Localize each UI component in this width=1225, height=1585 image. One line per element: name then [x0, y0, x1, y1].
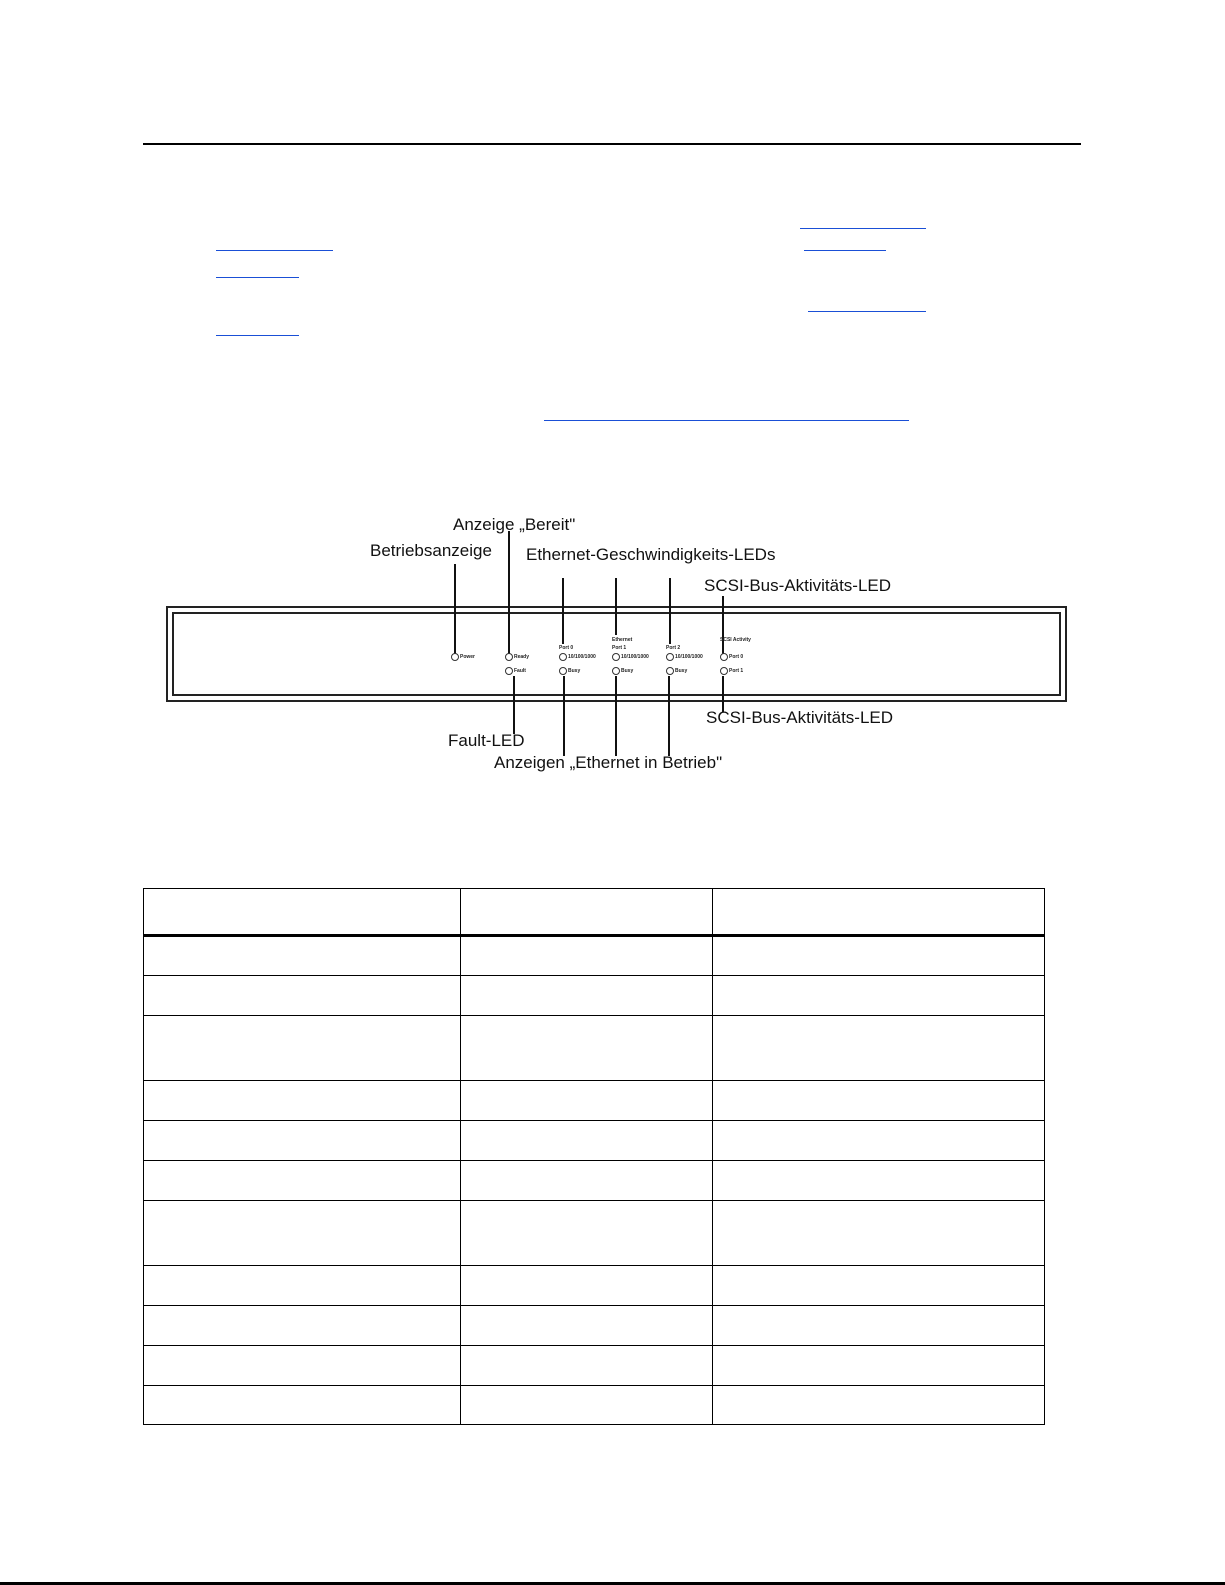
table-row-rule: [143, 1160, 1045, 1161]
cross-reference-link-7[interactable]: [544, 420, 909, 421]
led-scsi-port0: [720, 653, 728, 661]
callout-fault: Fault-LED: [448, 731, 525, 750]
panel-label-busy1: Busy: [621, 668, 634, 674]
led-port2-speed: [666, 653, 674, 661]
cross-reference-link-1[interactable]: [800, 228, 926, 229]
panel-label-port2-speed: 10/100/1000: [675, 654, 703, 660]
led-port1-busy: [612, 667, 620, 675]
panel-label-busy2: Busy: [675, 668, 688, 674]
cross-reference-link-3[interactable]: [804, 250, 886, 251]
led-fault: [505, 667, 513, 675]
panel-label-scsi-header: SCSI Activity: [720, 637, 751, 643]
panel-label-port1-speed: 10/100/1000: [621, 654, 649, 660]
panel-label-busy0: Busy: [568, 668, 581, 674]
callout-speed: Ethernet-Geschwindigkeits-LEDs: [526, 545, 776, 564]
table-header-rule: [143, 934, 1045, 937]
led-port0-busy: [559, 667, 567, 675]
leader-speed-2: [669, 578, 671, 644]
table-row-rule: [143, 1345, 1045, 1346]
panel-label-port2-header: Port 2: [666, 645, 681, 651]
cross-reference-link-5[interactable]: [808, 311, 926, 312]
table-row-rule: [143, 1305, 1045, 1306]
callout-scsi-top: SCSI-Bus-Aktivitäts-LED: [704, 576, 892, 595]
leader-busy-0: [563, 676, 565, 756]
led-port1-speed: [612, 653, 620, 661]
leader-ready: [508, 531, 510, 657]
panel-label-port0-speed: 10/100/1000: [568, 654, 596, 660]
callout-power: Betriebsanzeige: [370, 541, 492, 560]
table-row-rule: [143, 1120, 1045, 1121]
callout-ethernet-busy: Anzeigen „Ethernet in Betrieb": [494, 753, 723, 772]
led-port0-speed: [559, 653, 567, 661]
panel-label-port1-header: Port 1: [612, 645, 627, 651]
led-ready: [505, 653, 513, 661]
leader-power: [454, 564, 456, 657]
led-port2-busy: [666, 667, 674, 675]
leader-busy-2: [668, 676, 670, 756]
table-row-rule: [143, 1265, 1045, 1266]
panel-label-power: Power: [460, 654, 476, 660]
leader-busy-1: [615, 676, 617, 756]
table-row-rule: [143, 1080, 1045, 1081]
led-scsi-port1: [720, 667, 728, 675]
leader-speed-0: [562, 578, 564, 644]
table-row-rule: [143, 1015, 1045, 1016]
leader-scsi-bottom: [722, 676, 724, 712]
callout-scsi-bottom: SCSI-Bus-Aktivitäts-LED: [706, 708, 894, 727]
panel-label-fault: Fault: [514, 668, 526, 674]
panel-label-port0-header: Port 0: [559, 645, 574, 651]
cross-reference-link-6[interactable]: [216, 335, 299, 336]
cross-reference-link-2[interactable]: [216, 250, 333, 251]
leader-fault: [513, 676, 515, 734]
panel-label-ready: Ready: [514, 654, 530, 660]
panel-label-scsi-port1: Port 1: [729, 668, 744, 674]
led-power: [451, 653, 459, 661]
header-rule: [143, 143, 1081, 145]
leader-scsi-top: [722, 596, 724, 656]
leader-speed-1: [615, 578, 617, 635]
table-row-rule: [143, 1200, 1045, 1201]
panel-label-ethernet-header: Ethernet: [612, 637, 633, 643]
callout-ready: Anzeige „Bereit": [453, 515, 576, 534]
table-row-rule: [143, 1385, 1045, 1386]
cross-reference-link-4[interactable]: [216, 277, 299, 278]
table-row-rule: [143, 975, 1045, 976]
panel-label-scsi-port0: Port 0: [729, 654, 744, 660]
